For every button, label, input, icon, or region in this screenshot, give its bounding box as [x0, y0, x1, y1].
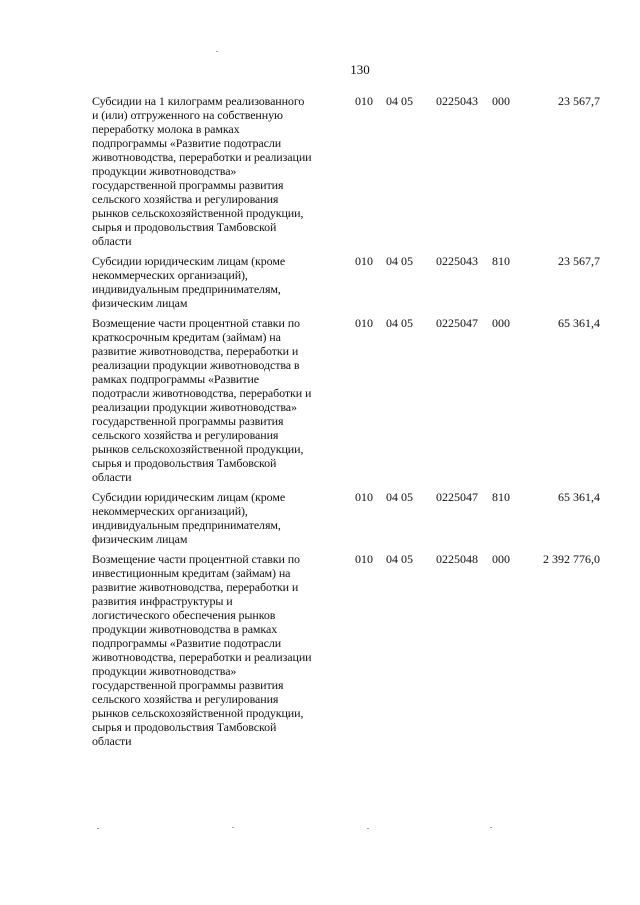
- scan-speck: [216, 51, 218, 52]
- scan-speck: [97, 828, 99, 829]
- row-description: Субсидии на 1 килограмм реализованного и (или) отгруженного на собственную переработку молока в рамках подпрограммы «Развитие подотрасли животноводства, переработки и реализации продукции животноводства» государственной программы развития сельского хозяйства и регулирования рынков сельскохозяйственной продукции, сырья и продовольствия Тамбовской области: [92, 94, 312, 248]
- scan-speck: [367, 828, 369, 829]
- section-code: 04 05: [386, 316, 413, 330]
- target-article-code: 0225043: [436, 254, 478, 268]
- amount: 2 392 776,0: [543, 552, 600, 566]
- amount: 23 567,7: [558, 254, 600, 268]
- amount: 65 361,4: [558, 490, 600, 504]
- section-code: 04 05: [386, 94, 413, 108]
- expense-type-code: 000: [492, 552, 510, 566]
- row-description: Возмещение части процентной ставки по инвестиционным кредитам (займам) на развитие животноводства, переработки и развития инфраструктуры и логистического обеспечения рынков продукции животноводства в рамках подпрограммы «Развитие подотрасли животноводства, переработки и реализации продукции животноводства» государственной программы развития сельского хозяйства и регулирования рынков сельскохозяйственной продукции, сырья и продовольствия Тамбовской области: [92, 552, 312, 748]
- row-description: Возмещение части процентной ставки по краткосрочным кредитам (займам) на развитие животноводства, переработки и реализации продукции животноводства в рамках подпрограммы «Развитие подотрасли животноводства, переработки и реализации продукции животноводства» государственной программы развития сельского хозяйства и регулирования рынков сельскохозяйственной продукции, сырья и продовольствия Тамбовской области: [92, 316, 312, 484]
- target-article-code: 0225047: [436, 490, 478, 504]
- target-article-code: 0225047: [436, 316, 478, 330]
- target-article-code: 0225043: [436, 94, 478, 108]
- ministry-code: 010: [355, 316, 373, 330]
- table-row: [92, 552, 602, 748]
- table-row: [92, 94, 602, 248]
- table-row: [92, 254, 602, 310]
- expense-type-code: 810: [492, 490, 510, 504]
- row-description: Субсидии юридическим лицам (кроме некоммерческих организаций), индивидуальным предпринимателям, физическим лицам: [92, 254, 286, 310]
- section-code: 04 05: [386, 490, 413, 504]
- scan-speck: [232, 827, 234, 828]
- section-code: 04 05: [386, 552, 413, 566]
- page-number: 130: [350, 62, 370, 77]
- expense-type-code: 810: [492, 254, 510, 268]
- ministry-code: 010: [355, 552, 373, 566]
- expense-type-code: 000: [492, 94, 510, 108]
- section-code: 04 05: [386, 254, 413, 268]
- table-row: [92, 490, 602, 546]
- amount: 23 567,7: [558, 94, 600, 108]
- ministry-code: 010: [355, 490, 373, 504]
- ministry-code: 010: [355, 254, 373, 268]
- row-description: Субсидии юридическим лицам (кроме некоммерческих организаций), индивидуальным предпринимателям, физическим лицам: [92, 490, 286, 546]
- expense-type-code: 000: [492, 316, 510, 330]
- amount: 65 361,4: [558, 316, 600, 330]
- table-row: [92, 316, 602, 484]
- target-article-code: 0225048: [436, 552, 478, 566]
- ministry-code: 010: [355, 94, 373, 108]
- scan-speck: [490, 827, 492, 828]
- budget-table: [92, 94, 602, 754]
